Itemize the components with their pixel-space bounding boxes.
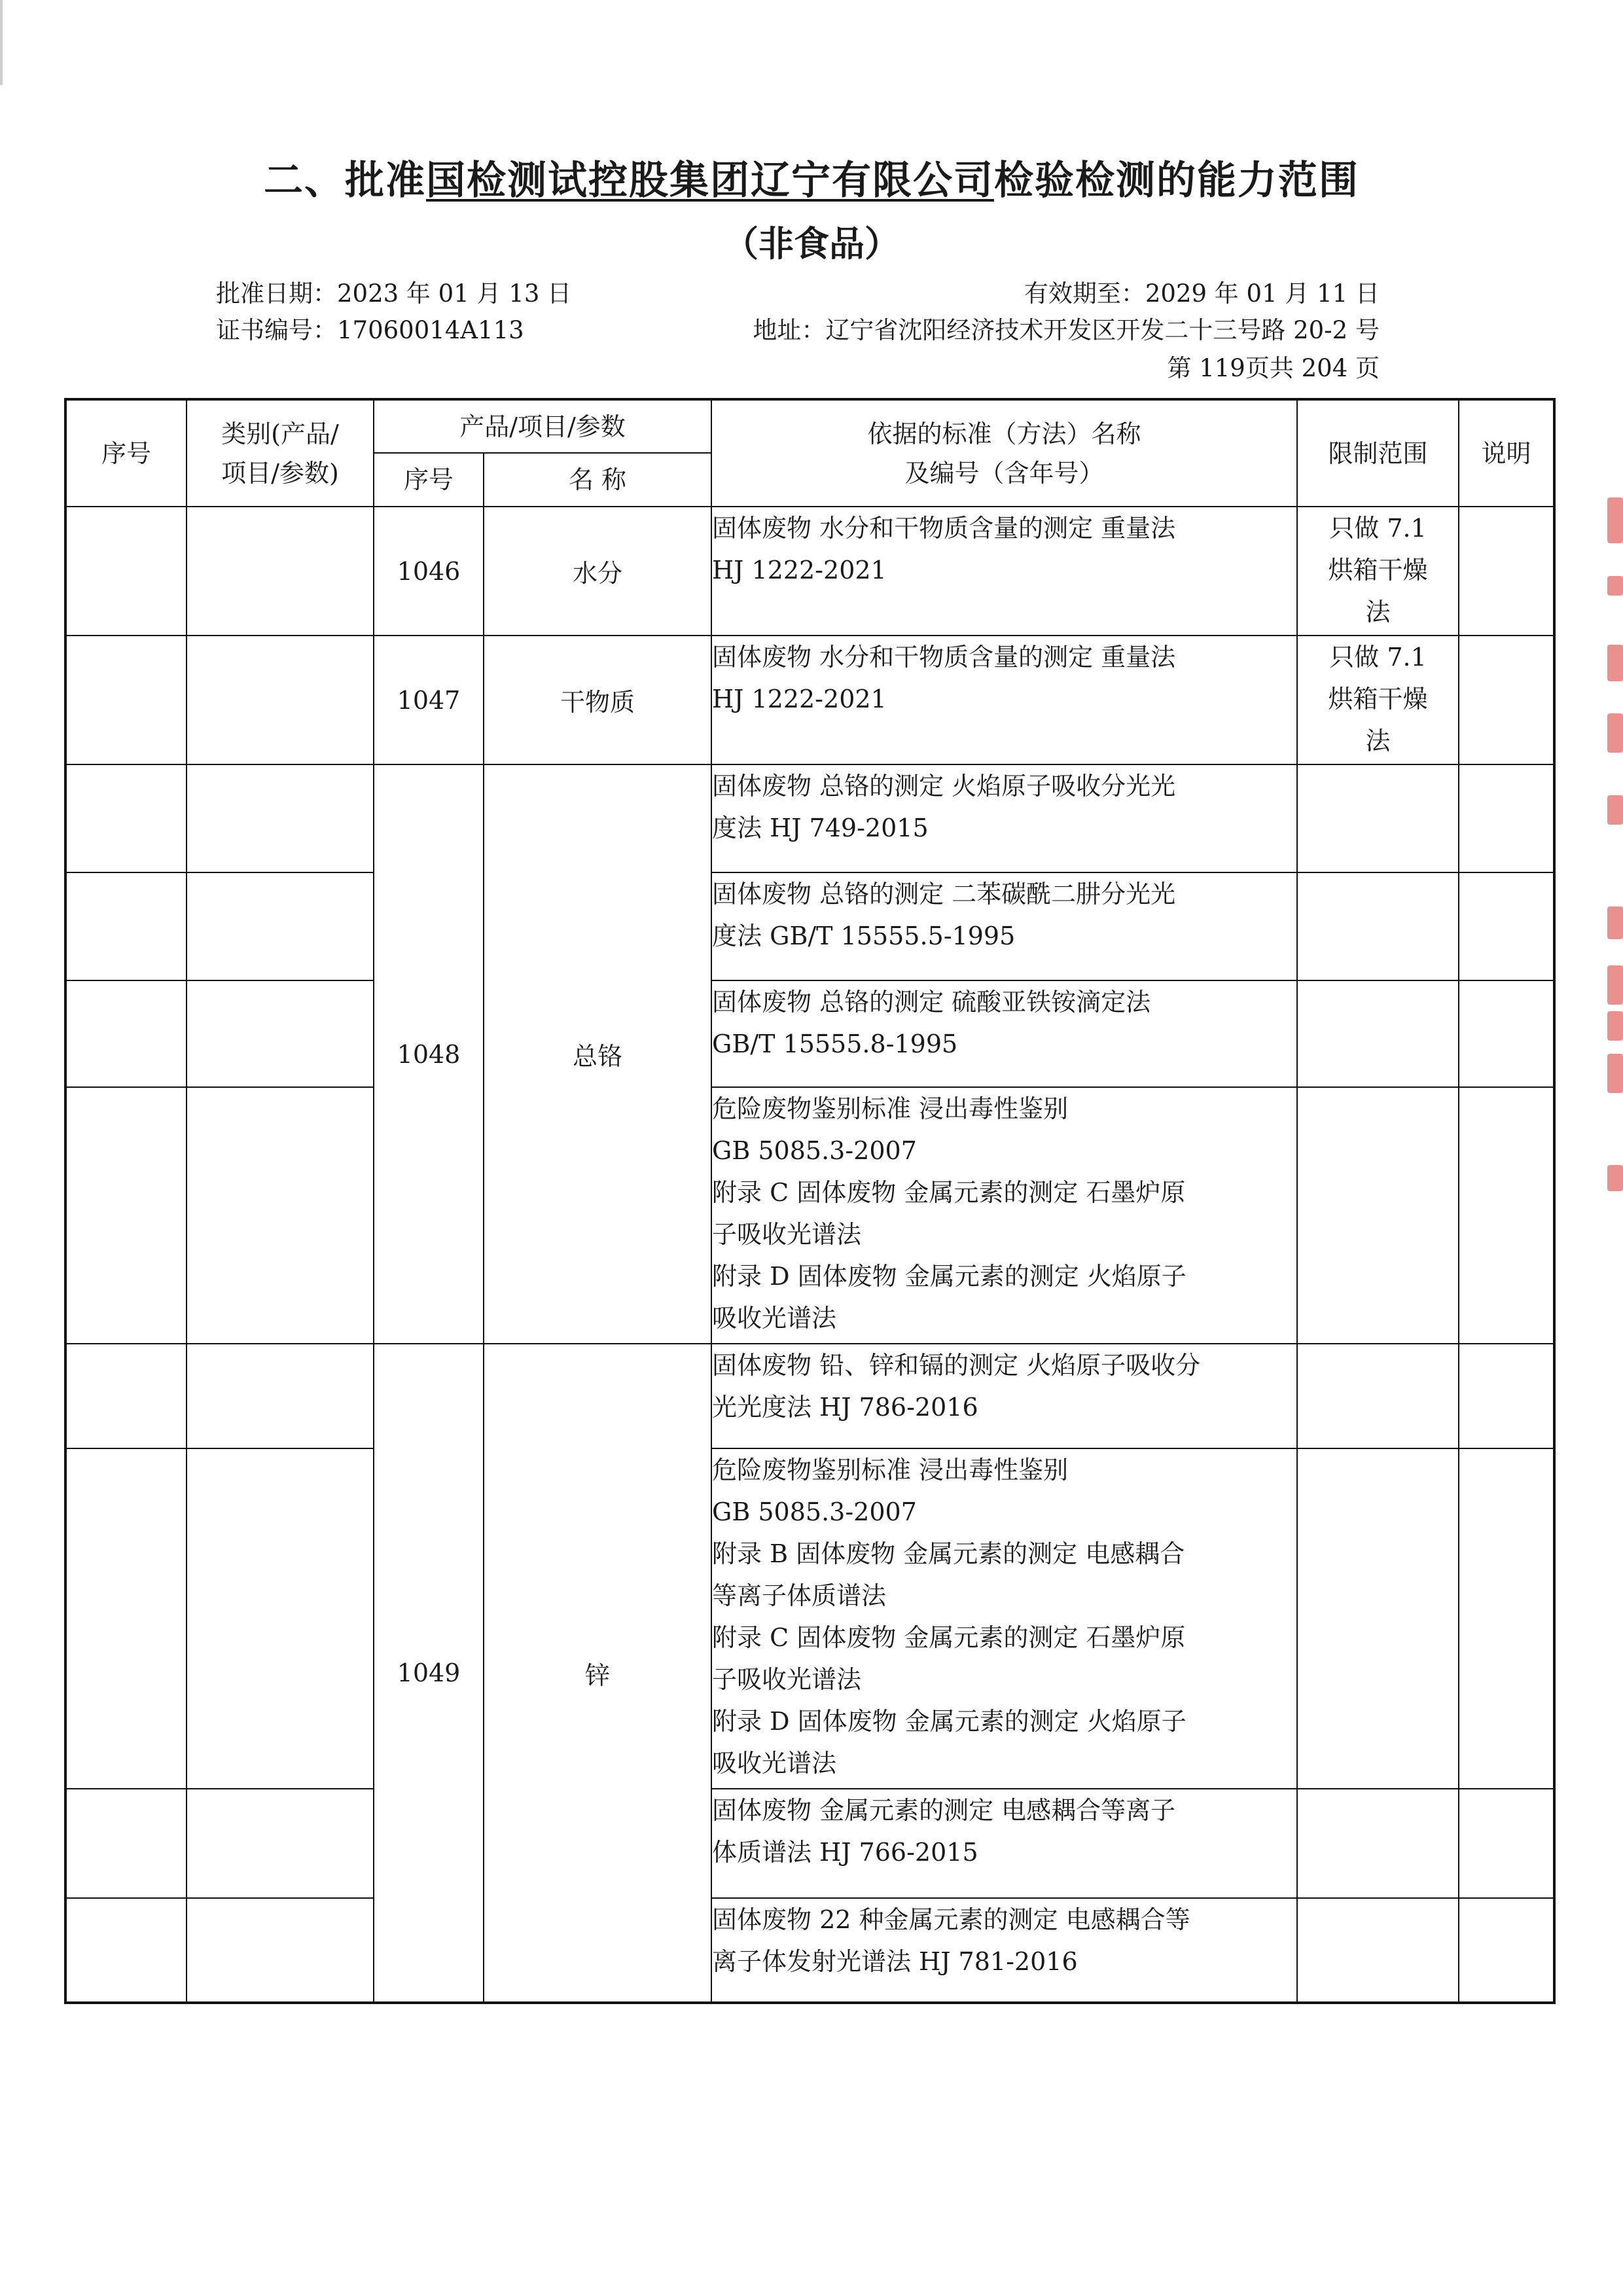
category-cell bbox=[187, 1448, 374, 1789]
standard-line: 体质谱法 HJ 766-2015 bbox=[712, 1838, 978, 1867]
standard-line: 附录 D 固体废物 金属元素的测定 火焰原子 bbox=[712, 1262, 1186, 1291]
standard-line: 离子体发射光谱法 HJ 781-2016 bbox=[712, 1947, 1078, 1976]
limit-line: 法 bbox=[1365, 726, 1391, 755]
header-standard-line1: 依据的标准（方法）名称 bbox=[867, 419, 1141, 448]
standard-line: HJ 1222-2021 bbox=[712, 685, 887, 713]
limit-line: 烘箱干燥 bbox=[1328, 556, 1428, 584]
category-cell bbox=[187, 1087, 374, 1344]
item-number: 1049 bbox=[374, 1344, 484, 2003]
standard-cell bbox=[711, 1344, 1297, 1448]
document-subtitle: （非食品） bbox=[723, 223, 900, 264]
table-row bbox=[65, 872, 1554, 980]
category-cell bbox=[187, 980, 374, 1087]
seq-cell bbox=[65, 1898, 187, 2003]
standard-line: 附录 C 固体废物 金属元素的测定 石墨炉原 bbox=[712, 1178, 1186, 1207]
approval-date: 批准日期：2023 年 01 月 13 日 bbox=[216, 279, 572, 308]
seal-edge-mark bbox=[1607, 1165, 1623, 1191]
seal-edge-mark bbox=[1607, 645, 1623, 681]
limit-cell bbox=[1297, 1087, 1459, 1344]
item-name: 水分 bbox=[484, 507, 711, 636]
note-cell bbox=[1459, 1789, 1554, 1898]
note-cell bbox=[1459, 764, 1554, 872]
category-cell bbox=[187, 507, 374, 636]
standard-line: 固体废物 水分和干物质含量的测定 重量法 bbox=[712, 643, 1176, 672]
limit-cell bbox=[1297, 507, 1459, 636]
standard-line: 等离子体质谱法 bbox=[712, 1581, 887, 1610]
note-cell bbox=[1459, 1898, 1554, 2003]
standard-cell bbox=[711, 872, 1297, 980]
seq-cell bbox=[65, 1344, 187, 1448]
limit-cell bbox=[1297, 764, 1459, 872]
header-seq: 序号 bbox=[65, 399, 187, 507]
standard-line: 子吸收光谱法 bbox=[712, 1220, 862, 1249]
standard-line: 固体废物 总铬的测定 二苯碳酰二肼分光光 bbox=[712, 880, 1176, 908]
title-organization: 国检测试控股集团辽宁有限公司 bbox=[426, 158, 994, 204]
limit-cell bbox=[1297, 636, 1459, 764]
standard-cell bbox=[711, 764, 1297, 872]
limit-line: 烘箱干燥 bbox=[1328, 685, 1428, 713]
standard-line: HJ 1222-2021 bbox=[712, 556, 887, 584]
limit-cell bbox=[1297, 1448, 1459, 1789]
page-info: 第 119页共 204 页 bbox=[1167, 354, 1380, 382]
title-prefix: 二、批准 bbox=[264, 158, 426, 204]
category-cell bbox=[187, 636, 374, 764]
item-number: 1048 bbox=[374, 764, 484, 1344]
limit-line: 只做 7.1 bbox=[1329, 643, 1427, 672]
header-note: 说明 bbox=[1459, 399, 1554, 507]
limit-cell bbox=[1297, 1344, 1459, 1448]
seal-edge-mark bbox=[1607, 1011, 1623, 1041]
category-cell bbox=[187, 1344, 374, 1448]
header-category-line1: 类别(产品/ bbox=[221, 419, 339, 448]
item-number: 1047 bbox=[374, 636, 484, 764]
limit-line: 只做 7.1 bbox=[1329, 514, 1427, 543]
item-name: 锌 bbox=[484, 1344, 711, 2003]
standard-line: 光光度法 HJ 786-2016 bbox=[712, 1393, 978, 1422]
table-row bbox=[65, 764, 1554, 872]
header-standard bbox=[711, 399, 1297, 507]
note-cell bbox=[1459, 507, 1554, 636]
header-category bbox=[187, 399, 374, 507]
seal-edge-mark bbox=[1607, 965, 1623, 1005]
title-suffix: 检验检测的能力范围 bbox=[994, 158, 1359, 204]
note-cell bbox=[1459, 980, 1554, 1087]
table-row bbox=[65, 1344, 1554, 1448]
table-row bbox=[65, 507, 1554, 636]
header-product-group: 产品/项目/参数 bbox=[374, 399, 711, 453]
seal-edge-mark bbox=[1607, 1054, 1623, 1093]
limit-line: 法 bbox=[1365, 598, 1391, 626]
header-standard-line2: 及编号（含年号） bbox=[904, 458, 1104, 488]
header-limit: 限制范围 bbox=[1297, 399, 1459, 507]
standard-line: 危险废物鉴别标准 浸出毒性鉴别 bbox=[712, 1094, 1069, 1123]
note-cell bbox=[1459, 1087, 1554, 1344]
item-name: 干物质 bbox=[484, 636, 711, 764]
standard-line: 度法 HJ 749-2015 bbox=[712, 814, 929, 842]
standard-line: 固体废物 总铬的测定 火焰原子吸收分光光 bbox=[712, 772, 1176, 800]
note-cell bbox=[1459, 872, 1554, 980]
item-number: 1046 bbox=[374, 507, 484, 636]
note-cell bbox=[1459, 1448, 1554, 1789]
table-row bbox=[65, 1448, 1554, 1789]
limit-cell bbox=[1297, 1898, 1459, 2003]
address: 地址：辽宁省沈阳经济技术开发区开发二十三号路 20-2 号 bbox=[753, 316, 1380, 344]
header-sub-name: 名 称 bbox=[484, 453, 711, 507]
seal-edge-mark bbox=[1607, 576, 1623, 596]
seq-cell bbox=[65, 1087, 187, 1344]
certificate-number: 证书编号：17060014A113 bbox=[216, 316, 524, 344]
seq-cell bbox=[65, 980, 187, 1087]
capability-table bbox=[64, 398, 1556, 2004]
standard-line: 附录 B 固体废物 金属元素的测定 电感耦合 bbox=[712, 1539, 1185, 1568]
item-name: 总铬 bbox=[484, 764, 711, 1344]
standard-line: 固体废物 水分和干物质含量的测定 重量法 bbox=[712, 514, 1176, 543]
limit-cell bbox=[1297, 872, 1459, 980]
standard-cell bbox=[711, 636, 1297, 764]
valid-until: 有效期至：2029 年 01 月 11 日 bbox=[1024, 279, 1380, 308]
seal-edge-mark bbox=[1607, 795, 1623, 825]
standard-line: 固体废物 22 种金属元素的测定 电感耦合等 bbox=[712, 1905, 1190, 1934]
table-row bbox=[65, 1087, 1554, 1344]
header-category-line2: 项目/参数) bbox=[221, 458, 339, 488]
table-row bbox=[65, 636, 1554, 764]
note-cell bbox=[1459, 1344, 1554, 1448]
table-body bbox=[65, 507, 1554, 2003]
limit-cell bbox=[1297, 1789, 1459, 1898]
standard-cell bbox=[711, 1087, 1297, 1344]
limit-cell bbox=[1297, 980, 1459, 1087]
header-sub-seq: 序号 bbox=[374, 453, 484, 507]
seq-cell bbox=[65, 764, 187, 872]
standard-line: 吸收光谱法 bbox=[712, 1749, 837, 1778]
seq-cell bbox=[65, 1789, 187, 1898]
standard-line: 附录 D 固体废物 金属元素的测定 火焰原子 bbox=[712, 1707, 1186, 1736]
standard-line: GB/T 15555.8-1995 bbox=[712, 1030, 958, 1058]
category-cell bbox=[187, 764, 374, 872]
standard-cell bbox=[711, 980, 1297, 1087]
seq-cell bbox=[65, 636, 187, 764]
seq-cell bbox=[65, 507, 187, 636]
standard-line: 固体废物 金属元素的测定 电感耦合等离子 bbox=[712, 1796, 1176, 1825]
category-cell bbox=[187, 872, 374, 980]
seal-edge-mark bbox=[1607, 497, 1623, 543]
seal-edge-mark bbox=[1607, 906, 1623, 939]
standard-line: 附录 C 固体废物 金属元素的测定 石墨炉原 bbox=[712, 1623, 1186, 1652]
standard-cell bbox=[711, 1448, 1297, 1789]
standard-cell bbox=[711, 507, 1297, 636]
document-title bbox=[0, 149, 1623, 206]
seq-cell bbox=[65, 872, 187, 980]
scan-edge-mark bbox=[0, 0, 3, 85]
standard-line: 固体废物 铅、锌和镉的测定 火焰原子吸收分 bbox=[712, 1351, 1201, 1380]
standard-cell bbox=[711, 1789, 1297, 1898]
seq-cell bbox=[65, 1448, 187, 1789]
seal-edge-mark bbox=[1607, 713, 1623, 753]
standard-cell bbox=[711, 1898, 1297, 2003]
standard-line: GB 5085.3-2007 bbox=[712, 1498, 917, 1526]
standard-line: 固体废物 总铬的测定 硫酸亚铁铵滴定法 bbox=[712, 988, 1151, 1016]
table-row bbox=[65, 1898, 1554, 2003]
category-cell bbox=[187, 1898, 374, 2003]
note-cell bbox=[1459, 636, 1554, 764]
standard-line: 危险废物鉴别标准 浸出毒性鉴别 bbox=[712, 1456, 1069, 1484]
standard-line: 子吸收光谱法 bbox=[712, 1665, 862, 1694]
standard-line: GB 5085.3-2007 bbox=[712, 1136, 917, 1165]
standard-line: 吸收光谱法 bbox=[712, 1304, 837, 1333]
table-row bbox=[65, 980, 1554, 1087]
category-cell bbox=[187, 1789, 374, 1898]
table-row bbox=[65, 1789, 1554, 1898]
standard-line: 度法 GB/T 15555.5-1995 bbox=[712, 922, 1016, 950]
